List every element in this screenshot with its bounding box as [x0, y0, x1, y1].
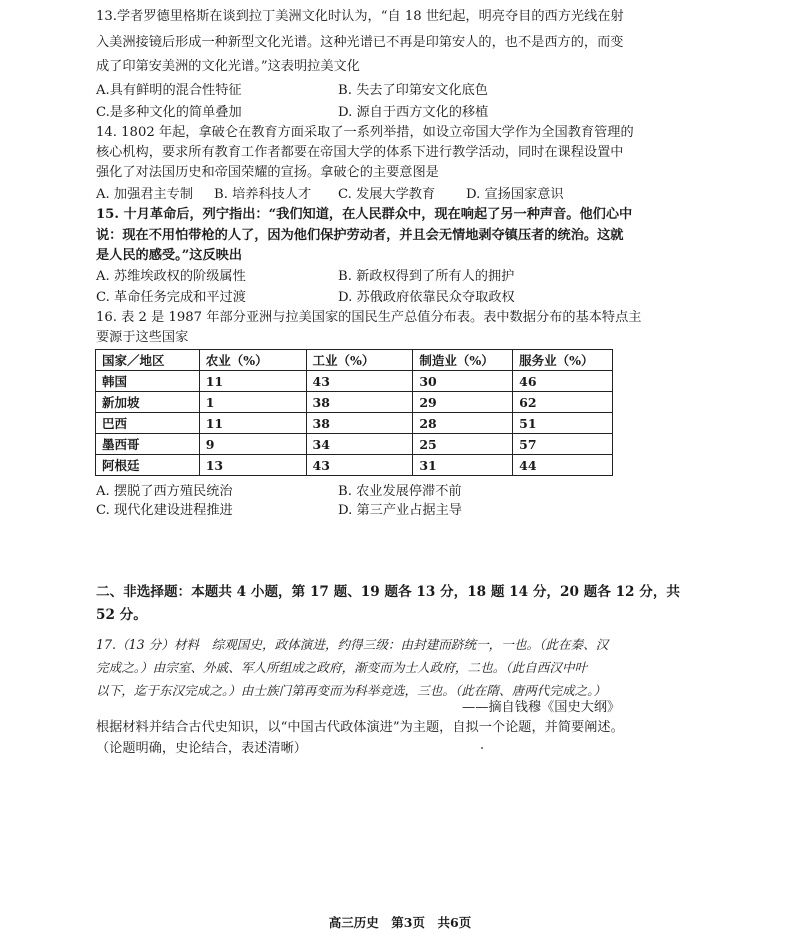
q15-stem-line-3: 是人民的感受。”这反映出 [96, 248, 243, 263]
q17-source: ——摘自钱穆《国史大纲》 [462, 700, 621, 715]
table-cell: 46 [513, 371, 613, 392]
table-cell: 43 [306, 455, 413, 476]
q14-stem-line-1: 14. 1802 年起，拿破仑在教育方面采取了一系列举措，如设立帝国大学作为全国教育管理的 [96, 125, 634, 140]
q15-option-b: B. 新政权得到了所有人的拥护 [338, 269, 515, 284]
table-cell: 62 [513, 392, 613, 413]
table-cell: 25 [413, 434, 513, 455]
table-header-cell: 国家／地区 [96, 350, 200, 371]
table-cell: 51 [513, 413, 613, 434]
q13-stem-line-1: 13.学者罗德里格斯在谈到拉丁美洲文化时认为，“自 18 世纪起，明亮夺目的西方光线在射 [96, 9, 624, 24]
q15-stem-line-2: 说：现在不用怕带枪的人了，因为他们保护劳动者，并且会无情地剥夺镇压者的统治。这就 [96, 228, 624, 243]
table-cell: 57 [513, 434, 613, 455]
table-cell: 38 [306, 413, 413, 434]
table-cell: 28 [413, 413, 513, 434]
q13-stem-line-2: 入美洲接镜后形成一种新型文化光谱。这种光谱已不再是印第安人的，也不是西方的，而变 [96, 35, 624, 50]
q16-stem-line-1: 16. 表 2 是 1987 年部分亚洲与拉美国家的国民生产总值分布表。表中数据分布的基本特点主 [96, 310, 642, 325]
q17-material-line-3: 以下，迄于东汉完成之。）由士族门第再变而为科举竞选，三也。（此在隋、唐两代完成之。） [96, 683, 607, 698]
table-header-cell: 农业（%） [199, 350, 306, 371]
table-cell: 30 [413, 371, 513, 392]
table-header-cell: 工业（%） [306, 350, 413, 371]
q15-option-d: D. 苏俄政府依靠民众夺取政权 [338, 290, 515, 305]
table-cell: 墨西哥 [96, 434, 200, 455]
table-cell: 13 [199, 455, 306, 476]
q13-option-a: A.具有鲜明的混合性特征 [96, 83, 242, 98]
table-header-row [96, 350, 613, 371]
page-footer: 高三历史 第3页 共6页 [328, 915, 472, 930]
q16-option-b: B. 农业发展停滞不前 [338, 484, 462, 499]
q14-option-b: B. 培养科技人才 [214, 187, 312, 202]
table-header-cell: 服务业（%） [513, 350, 613, 371]
q14-stem-line-3: 强化了对法国历史和帝国荣耀的宣扬。拿破仑的主要意图是 [96, 165, 439, 180]
table-cell: 新加坡 [96, 392, 200, 413]
q13-option-d: D. 源自于西方文化的移植 [338, 105, 489, 120]
section2-heading-line-2: 52 分。 [96, 607, 147, 623]
q15-stem-line-1: 15. 十月革命后，列宁指出：“我们知道，在人民群众中，现在响起了另一种声音。他们心中 [96, 207, 633, 222]
q16-stem-line-2: 要源于这些国家 [96, 330, 189, 345]
q15-option-c: C. 革命任务完成和平过渡 [96, 290, 246, 305]
q16-option-c: C. 现代化建设进程推进 [96, 503, 233, 518]
q13-stem-line-3: 成了印第安美洲的文化光谱。”这表明拉美文化 [96, 59, 360, 74]
table-cell: 38 [306, 392, 413, 413]
table-cell: 31 [413, 455, 513, 476]
table-row [96, 434, 613, 455]
table-cell: 11 [199, 371, 306, 392]
table-header-cell: 制造业（%） [413, 350, 513, 371]
table-cell: 韩国 [96, 371, 200, 392]
q14-option-a: A. 加强君主专制 [96, 187, 194, 202]
table-cell: 34 [306, 434, 413, 455]
table-cell: 43 [306, 371, 413, 392]
table-cell: 阿根廷 [96, 455, 200, 476]
q16-option-d: D. 第三产业占据主导 [338, 503, 462, 518]
table-cell: 44 [513, 455, 613, 476]
q17-material-line-2: 完成之。）由宗室、外戚、军人所组成之政府，渐变而为士人政府，二也。（此自西汉中叶 [96, 660, 588, 675]
q14-option-c: C. 发展大学教育 [338, 187, 436, 202]
q17-task-line-1: 根据材料并结合古代史知识，以“中国古代政体演进”为主题，自拟一个论题，并简要阐述。 [96, 720, 624, 735]
table-row [96, 455, 613, 476]
table-cell: 巴西 [96, 413, 200, 434]
section2-heading-line-1: 二、非选择题：本题共 4 小题，第 17 题、19 题各 13 分，18 题 14 分，20 题各 12 分，共 [96, 584, 681, 600]
table-row [96, 371, 613, 392]
q13-option-b: B. 失去了印第安文化底色 [338, 83, 488, 98]
q16-option-a: A. 摆脱了西方殖民统治 [96, 484, 233, 499]
q15-option-a: A. 苏维埃政权的阶级属性 [96, 269, 246, 284]
q14-stem-line-2: 核心机构，要求所有教育工作者都要在帝国大学的体系下进行教学活动，同时在课程设置中 [96, 145, 624, 160]
q13-option-c: C.是多种文化的简单叠加 [96, 105, 242, 120]
table-cell: 11 [199, 413, 306, 434]
table-cell: 29 [413, 392, 513, 413]
table-row [96, 413, 613, 434]
table-cell: 1 [199, 392, 306, 413]
scan-speck [481, 747, 483, 749]
q14-option-d: D. 宣扬国家意识 [466, 187, 564, 202]
gnp-distribution-table [95, 349, 613, 476]
q17-task-line-2: （论题明确，史论结合，表述清晰） [96, 741, 307, 756]
table-cell: 9 [199, 434, 306, 455]
table-row [96, 392, 613, 413]
q17-material-line-1: 17.（13 分）材料 综观国史，政体演进，约得三级：由封建而跻统一，一也。（此在秦、汉 [96, 637, 609, 652]
